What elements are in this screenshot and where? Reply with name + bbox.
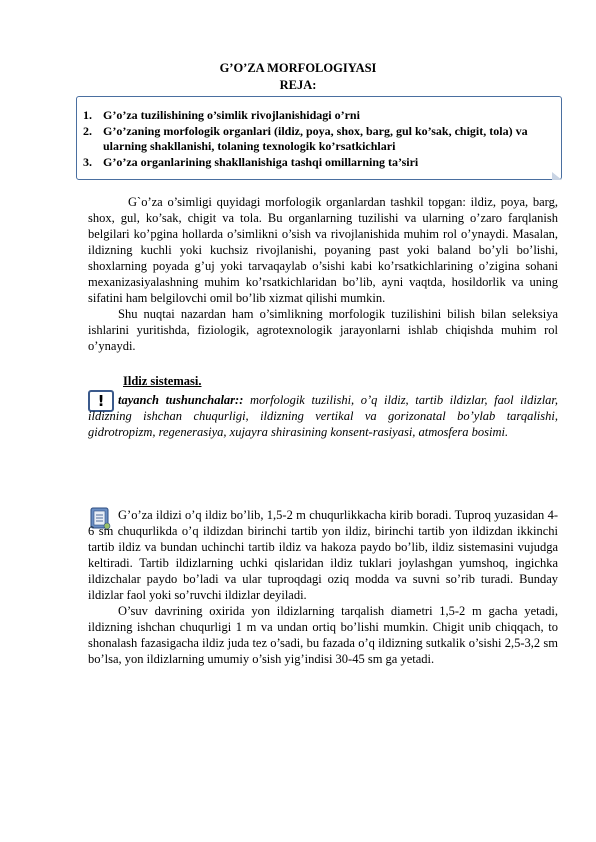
document-title-block (0, 60, 596, 94)
plan-item (83, 108, 555, 124)
plan-item (83, 155, 555, 171)
paragraph-importance: Shu nuqtai nazardan ham o’simlikning morfologik tuzilishini bilish bilan seleksiya ishlarini yuritishda, fiziologik, agrotexnologik jarayonlarni ishlab chiqishda muhim rol o’ynaydi. (88, 307, 558, 353)
key-concepts-list: morfologik tuzilishi, o’q ildiz, tartib ildizlar, faol ildizlar, ildizning ishchan chuqurligi, ildizning vertikal va gorizonatal bo’ylab tarqalishi, gidrotropizm, regenerasiya, xujayra shirasining konsent-rasiyasi, atmosfera bosimi. (88, 393, 559, 439)
plan-item-text: G’o’za organlarining shakllanishiga tashqi omillarning ta’siri (103, 154, 419, 169)
key-concepts-label: tayanch tushunchalar:: (118, 393, 244, 407)
paragraph-root-growth: O’suv davrining oxirida yon ildizlarning tarqalish diametri 1,5-2 m gacha yetadi, ildizning ishchan chuqurligi 1 m va undan ortiq bo’lishi mumkin. Chigit unib chiqqach, to shonalash fazasigacha ildiz juda tez o’sadi, bu fazada o’q ildizning sutkalik o’sishi 2,5-3,2 sm bo’lsa, yon ildizlarning umumiy o’sish yig’indisi 30-45 sm ga yetadi. (88, 604, 558, 666)
root-system-text (88, 507, 558, 667)
plan-item-number: 1. (83, 108, 92, 122)
plan-item-number: 3. (83, 154, 92, 169)
plan-heading: REJA: (279, 78, 317, 92)
plan-item-number: 2. (83, 123, 92, 138)
paragraph-intro: G`o’za o’simligi quyidagi morfologik organlardan tashkil topgan: ildiz, poya, barg, shox, gul, ko’sak, chigit va tola. Bu organlarning tuzilishi va ularning o’zaro farqlanish belgilari ko’pgina hollarda o’simlikni o’sish va rivojlanishida muhim rol o’ynaydi. Masalan, ildizning kuchli yoki kuchsiz rivojlanishi, poyaning past yoki baland bo’yli bo’lishi, shoxlarning poyada g’uj yoki tarvaqaylab o’sishi kabi ko’rsatkichlarining o’zigina sohani mexanizasiyalashning muhim ko’rsatkichlaridan bo’lib, ayni vaqtda, hosildorlik va uning sifatini ham belgilovchi omil bo’lib xizmat qilishi mumkin. (88, 195, 558, 305)
plan-list (83, 108, 555, 170)
plan-item (83, 124, 555, 155)
page-curl-decoration (552, 172, 562, 180)
intro-text (88, 194, 558, 354)
paragraph-root-structure: G’o’za ildizi o’q ildiz bo’lib, 1,5-2 m chuqurlikkacha kirib boradi. Tuproq yuzasidan 4-6 sm chuqurlikda o’q ildizdan birinchi tartib yon ildiz, birinchi tartib yon ildizdan ikkinchi tartib ildiz va bundan uchinchi tartib ildiz va hakoza paydo bo’lib, ildiz sistemasini vujudga keltiradi. Tartib ildizlarning uchki qislaridan ildiz tuklari joylashgan yumshoq, ingichka ildizchalar paydo bo’ladi va ular tuproqdagi oziq modda va suvni so’rib turadi. Bunday ildizlar faol yoki so’ruvchi ildizlar deyiladi. (88, 508, 558, 602)
plan-item-text: G’o’za tuzilishining o’simlik rivojlanishidagi o’rni (103, 108, 360, 122)
key-concepts (88, 392, 558, 440)
section-heading: Ildiz sistemasi. (123, 374, 202, 388)
document-title: G’O’ZA MORFOLOGIYASI (219, 61, 377, 75)
exclamation-icon: ! (88, 390, 114, 412)
plan-box (76, 96, 562, 180)
plan-item-text: G’o’zaning morfologik organlari (ildiz, poya, shox, barg, gul ko’sak, chigit, tola) va ularning shakllanishi, tolaning texnologik ko’rsatkichlari (103, 123, 528, 154)
